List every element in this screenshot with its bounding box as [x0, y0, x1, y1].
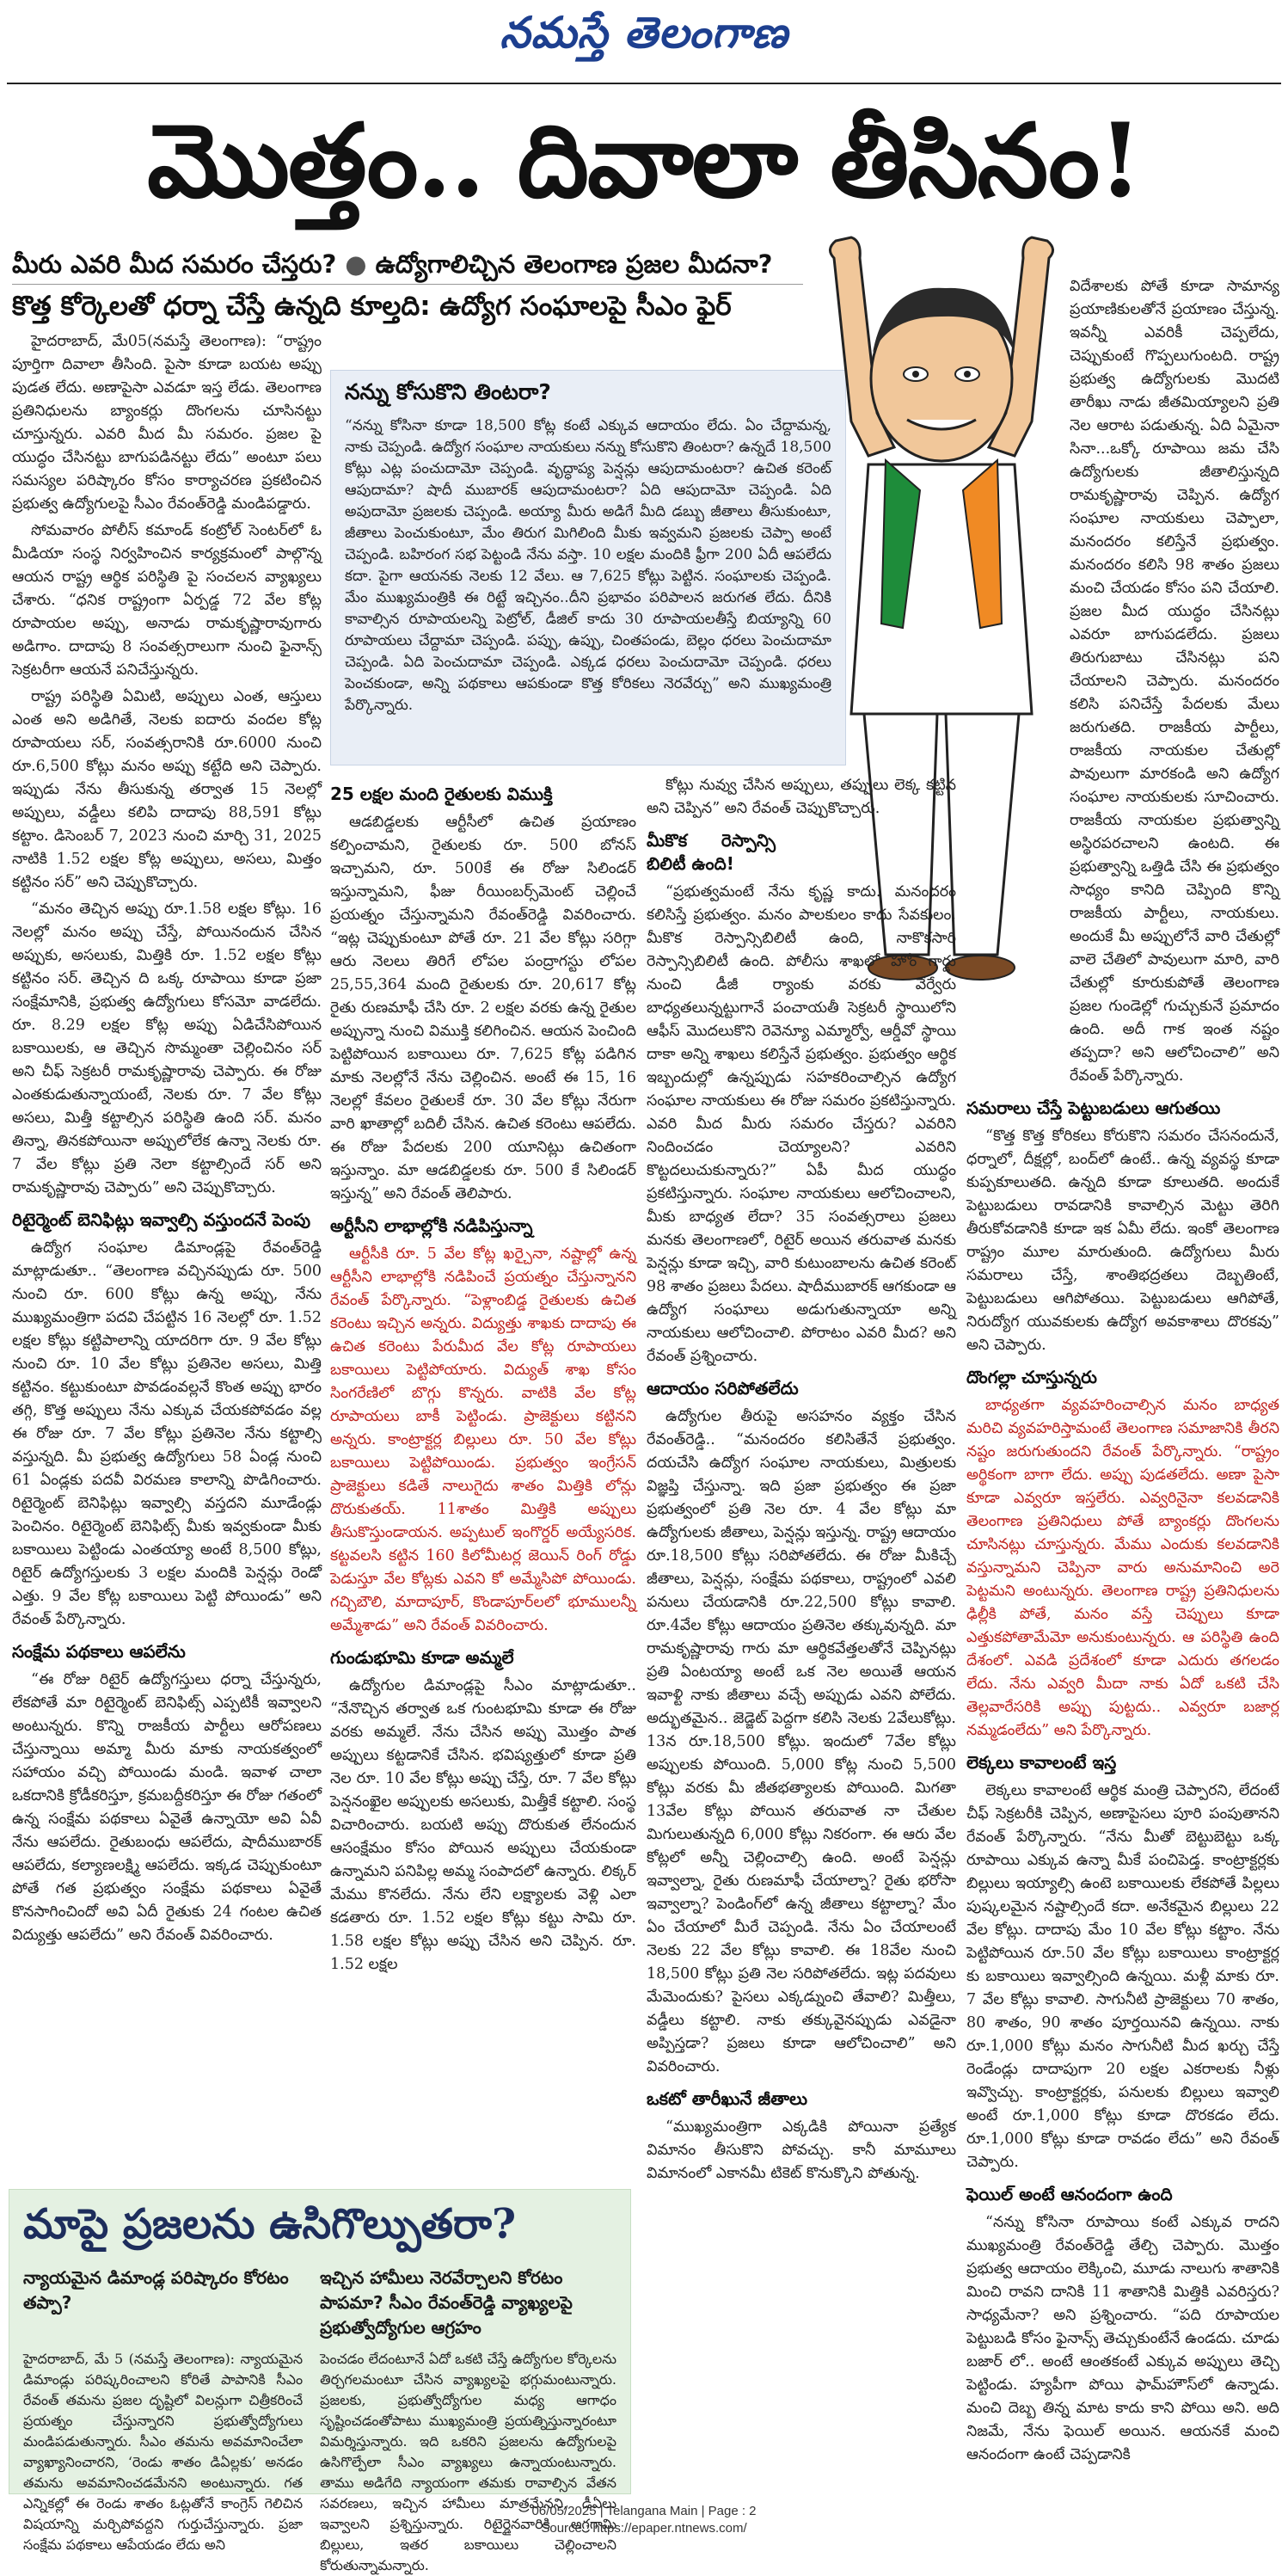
related-story-text-right: పెంచడం లేదంటూనే ఏదో ఒకటి చేస్తే ఉద్యోగుల కోర్కెలను తిర్చగలమంటూ చేసిన వ్యాఖ్యలపై భగ్గుమంటున్నారు. ప్రజలకు, ప్రభుత్వోద్యోగుల మధ్య ఆగాధం సృష్టించడంతోపాటు ముఖ్యమంత్రి ప్రయత్నిస్తున్నారంటూ విమర్శిస్తున్నారు. ఇది ఒకరిని ప్రజలను ఉద్యోగులపై ఉసిగొల్పేలా సీఎం వ్యాఖ్యలు ఉన్నాయంటున్నారు. తాము అడిగేది న్యాయంగా తమకు రావాల్సిన వేతన సవరణలు, ఇచ్చిన హామీలు మాత్రమేనని, డీఏలు ఇవ్వాలని ప్రశ్నిస్తున్నారు. రిటైర్డైనవారికి అగ్రగామి బిల్లులు, ఇతర బకాయిలు చెల్లించాలని కోరుతున్నామన్నారు. [320, 2351, 616, 2573]
related-story-subheads [23, 2267, 616, 2342]
footer-source-link[interactable]: Source : https://epaper.ntnews.com/ [541, 2521, 747, 2536]
section-heading: సమరాలు చేస్తే పెట్టుబడులు ఆగుతయి [966, 1097, 1221, 1118]
article-paragraph: ఉద్యోగుల డిమాండ్లపై సీఎం మాట్లాడుతూ.. “నేనొచ్చిన తర్వాత ఒక గుంటభూమి కూడా ఈ రోజు వరకు అమ్మలే. నేను చేసిన అప్పు మొత్తం పాత అప్పులు కట్టడానికే చేసిన. భవిష్యత్తులో కూడా ప్రతి నెల రూ. 10 వేల కోట్లు అప్పు చేస్తే, రూ. 7 వేల కోట్లు పెన్షనంఖైల అప్పులకు అసలుకు, మిత్తీకే కట్టాలి. సంస్థ విచారించారు. బయటి అప్పు దొరుకుత లేనందున ఆసంక్షేమం కోసం పోయిన అప్పులు చేయకుండా ఉన్నామని పనిపిల్ల అమ్మ సంపాదలో ఉన్నారు. లిక్కర్ మేము కొనలేదు. నేను లేని లక్ష్యాలకు వెళ్లి ఎలా కడతారు రూ. 1.52 లక్షల కోట్లు కట్టు సామి రూ. 1.58 లక్షల కోట్లు అప్పు చేసిన అని చెప్పిన. రూ. 1.52 లక్షల [330, 1677, 636, 1973]
quote-box-text: “నన్ను కోసినా కూడా 18,500 కోట్ల కంటే ఎక్కువ ఆదాయం లేదు. ఏం చేద్దామన్న, నాకు చెప్పండి. ఉద్యోగ సంఘాల నాయకులు నన్ను కోసుకొని తింటరా? ఉన్నదే 18,500 కోట్లు ఎట్ల పంచుదామో చెప్పండి. వృద్ధాప్య పెన్షన్లు ఆపుదామంటరా? ఉచిత కరెంట్ ఆపుదామా? షాదీ ముబారక్ ఆపుదామంటరా? ఏది ఆపుదామో చెప్పండి. ఏది అపుదామో ప్రజలకు చెప్పండి. అయ్యా మీరు అడిగే మీది డబ్బు జీతాలు తీసుకుంటూ, జీతాలు పెంచుకుంటూ, మేం తిరుగ మిగిలింది మీకు ఇవ్వమని ప్రజలకు చెప్పా అంటే చెప్పండి. బహిరంగ సభ పెట్టండి నేను వస్తా. 10 లక్షల మందికి ఫ్రీగా 200 ఏదీ ఆపలేదు కదా. పైగా ఆయనకు నెలకు 12 వేలు. ఆ 7,625 కోట్లు పెట్టిన. సంఘాలకు చెప్పండి. మేం ముఖ్యమంత్రికి ఈ రిట్టే ఇచ్చినం..దీని ప్రభావం పరిపాలన జరుగత లేదు. దీనికి కావాల్సిన రూపాయలన్ని పెట్రోల్, డీజిల్ కాదు 30 రూపాయలతీస్తే బియ్యాన్ని 60 రూపాయలు చేద్దామా చెప్పండి. పప్పు, ఉప్పు, చింతపండు, బెల్లం ధరలు పెంచుదామా చెప్పండి. ఏది పెంచుదామా చెప్పండి. ఎక్కడ ధరలు పెంచుదామో చెప్పండి. ధరలు పెంచకుండా, అన్ని పథకాలు ఆపకుండా కొత్త కోరికలు నెరవేర్చు” అని ముఖ్యమంత్రి పేర్కొన్నారు. [345, 417, 831, 714]
section-heading: ఆదాయం సరిపోతలేదు [647, 1378, 799, 1399]
section-heading: లెక్కలు కావాలంటే ఇస్త [966, 1752, 1117, 1773]
article-paragraph: సోమవారం పోలీస్ కమాండ్ కంట్రోల్ సెంటర్‌లో ఓ మీడియా సంస్థ నిర్వహించిన కార్యక్రమంలో పాల్గొన్న ఆయన రాష్ట్ర ఆర్థిక పరిస్థితి పై సంచలన వ్యాఖ్యలు చేశారు. “ధనిక రాష్ట్రంగా ఏర్పడ్డ 72 వేల కోట్ల రూపాయల అప్పు, అనాడు రామకృష్ణారావుగారు అడిగాం. దాదాపు 8 సంవత్సరాలుగా నుంచి ఫైనాన్స్ సెక్రటరీగా ఆయనే పనిచేస్తున్నరు. [12, 522, 322, 679]
quote-box-title: నన్ను కోసుకొని తింటరా? [345, 379, 551, 404]
related-story-box [9, 2189, 631, 2573]
kicker-left: మీరు ఎవరి మీద సమరం చేస్తరు? [12, 249, 337, 279]
masthead-rule [7, 83, 1281, 84]
article-paragraph: లెక్కలు కావాలంటే ఆర్థిక మంత్రి చెప్పారని, లేదంటే చీఫ్ సెక్రటరీకి చెప్పిన, అణాపైసలు పూరి పంపుతానని రేవంత్ పేర్కొన్నారు. “నేను మీతో బెట్టుబెట్టు ఒక్క రూపాయి ఎక్కువ ఉన్నా మీకే పంచిపెడ్త. కాంట్రాక్టర్లకు బిల్లులు ఇయ్యాల్సి ఉంటె బకాయిలకు లేకపోతే పిల్లలు పుష్కలమైన నష్టాల్సిందే కదా. అనేకమైన బిల్లులు 22 వేల కోట్లు. దాదాపు మేం 10 వేల కోట్లు కట్టాం. నేను పెట్టిపోయిన రూ.50 వేల కోట్లు బకాయిలు కాంట్రాక్టర్ల కు బకాయిలు ఇవ్వాల్సింది ఉన్నయి. మళ్లీ మాకు రూ. 7 వేల కోట్లు కావాలి. సాగునీటి ప్రాజెక్టులు 70 శాతం, 80 శాతం, 90 శాతం పూర్తయినవి ఉన్నయి. నాకు రూ.1,000 కోట్లు మనం సాగునీటి మీద ఖర్చు చేస్తే రెండేండ్లు దాదాపుగా 20 లక్షల ఎకరాలకు నీళ్లు ఇవ్వొచ్చు. కాంట్రాక్టర్లకు, పనులకు బిల్లులు ఇవ్వాలి అంటే రూ.1,000 కోట్లు కూడా దొరకడం లేదు. రూ.1,000 కోట్లు కూడా రావడం లేదు” అని రేవంత్ చెప్పారు. [966, 1782, 1279, 2171]
article-paragraph: రాష్ట్ర పరిస్థితి ఏమిటి, అప్పులు ఎంత, ఆస్తులు ఎంత అని అడిగితే, నెలకు ఐదారు వందల కోట్ల రూపాయలు సర్, సంవత్సరానికి రూ.6000 నుంచి రూ.6,500 కోట్లు మనం అప్పు కట్టేది అని చెప్పారు. ఇప్పుడు నేను తీసుకున్న తర్వాత 15 నెలల్లో అప్పులు, వడ్డీలు కలిపి దాదాపు 88,591 కోట్లు కట్టాం. డిసెంబర్ 7, 2023 నుంచి మార్చి 31, 2025 నాటికి 1.52 లక్షల కోట్ల అప్పులు, అసలు, మిత్తం కట్టినం సర్” అని చెప్పుకొచ్చారు. [12, 688, 322, 891]
article-paragraph: “కొత్త కొత్త కోరికలు కోరుకొని సమరం చేసనందునే, ధర్నాలో, దీక్షల్లో, బంద్‌లో ఉంటే.. ఉన్న వ్యవస్థ కూడా కుప్పకూలుతది. ఉన్నది కూడా కూలుతది. అందుకే పెట్టుబడులు రావడానికి కావాల్సిన మెట్టు తెరిగి తీరుకోవడానికి కూడా ఇక ఏమీ లేదు. ఇంకో తెలంగాణ రాష్ట్రం మూల మారుతుంది. ఉద్యోగులు మీరు సమరాలు చేస్తే, శాంతిభద్రతలు దెబ్బతింటే, పెట్టుబడులు ఆగిపోతయి. పెట్టుబడులు ఆగిపోతే, నిరుద్యోగ యువకులకు ఉద్యోగ అవకాశాలు దొరకవు” అని చెప్పారు. [966, 1128, 1279, 1354]
column-1 [12, 330, 322, 2176]
article-paragraph: ఆడబిడ్డలకు ఆర్టీసీలో ఉచిత ప్రయాణం కల్పించామని, రైతులకు రూ. 500 బోనస్ ఇచ్చామని, రూ. 500కే ఈ రోజు సిలిండర్ ఇస్తున్నామని, ఫీజు రీయింబర్స్‌మెంట్ చెల్లించే ప్రయత్నం చేస్తున్నామని రేవంత్‌రెడ్డి వివరించారు. “ఇట్ల చెప్పుకుంటూ పోతే రూ. 21 వేల కోట్లు సరిగ్గా ఆరు నెలలు తిరిగే లోపల పంద్రాగస్టు లోపల 25,55,364 మంది రైతులకు రూ. 20,617 కోట్ల రైతు రుణమాఫీ చేసి రూ. 2 లక్షల వరకు ఉన్న రైతుల అప్పున్నా నుంచి విముక్తి కలిగించిన. ఆయన పెంచింది పెట్టిపోయిన బకాయిలు రూ. 7,625 కోట్ల పడిగిన మాకు నెలల్లోనే నేను చెల్లించిన. అంటే ఈ 15, 16 నెలల్లో కేవలం రైతులకే రూ. 30 వేల కోట్లు నేరుగా వారి ఖాతాల్లో బదిలీ చేసిన. ఉచిత కరెంటు ఆపలేదు. ఈ రోజు పేదలకు 200 యూనిట్లు ఉచితంగా ఇస్తున్నాం. మా ఆడబిడ్డలకు రూ. 500 కే సిలిండర్ ఇస్తున్న” అని రేవంత్ తెలిపారు. [330, 814, 636, 1202]
section-heading: గుండుభూమి కూడా అమ్మలే [330, 1647, 514, 1668]
article-paragraph: ఉద్యోగుల తీరుపై అసహనం వ్యక్తం చేసిన రేవంత్‌రెడ్డి.. “మనందరం కలిసితేనే ప్రభుత్వం. దయచేసి ఉద్యోగ సంఘాల నాయకులు, మిత్రులకు విజ్ఞప్తి చేస్తున్నా. ఇది ప్రజా ప్రభుత్వం ఈ ప్రజా ప్రభుత్వంలో ప్రతి నెల రూ. 4 వేల కోట్లు మా ఉద్యోగులకు జీతాలు, పెన్షన్లు ఇస్తున్న. రాష్ట్ర ఆదాయం రూ.18,500 కోట్లు సరిపోతలేదు. ఈ రోజు మీకిచ్చే జీతాలు, పెన్షన్లు, సంక్షేమ పథకాలు, రాష్ట్రంలో ఎవలి పనులు చేయడానికి రూ.22,500 కోట్లు కావాలి. రూ.4వేల కోట్లు ఆదాయం ప్రతినెల తక్కువున్నది. మా రామకృష్ణారావు గారు మా ఆర్థికవేత్తలతోనే చెప్పినట్లు ప్రతి ఏంటయ్యా అంటే ఒక నెల అయితే ఆయన ఇవాళ్టి నాకు జీతాలు వచ్చే అప్పుడు ఎవని పోలేదు. అద్భుతమైన.. జెడ్జెట్ పెద్దగా కలిసి నెలకు 2వేలుకోట్లు. 13న రూ.18,500 కోట్లు. ఇందులో 7వేల కోట్లు అప్పులకు పోయింది. 5,000 కోట్ల నుంచి 5,500 కోట్లు వరకు మీ జీతభత్యాలకు పోయింది. మిగతా 13వేల కోట్లు పోయిన తరువాత నా చేతుల మిగులుతున్నది 6,000 కోట్లు నికరంగా. ఈ ఆరు వేల కోట్లలో అన్నీ చెల్లించాల్సి ఉంది. అంటే పెన్షన్లు ఇవ్వాల్నా, రైతు రుణమాఫీ చేయాల్నా? రైతు భరోసా ఇవ్వాల్నా? పెండింగ్‌లో ఉన్న జీతాలు కట్టాల్నా? మేం ఏం చేయాలో మీరే చెప్పండి. నేను ఏం చేయాలంటే నెలకు 22 వేల కోట్లు కావాలి. ఈ 18వేల నుంచి 18,500 కోట్లు ప్రతి నెల సరిపోతలేదు. ఇట్ల పదవులు మేమెందుకు? పైసలు ఎక్కడ్నుంచి తేవాలి? మిత్తీలు, వడ్డీలు కట్టాలి. నాకు తక్కువైనప్పుడు ఎవడైనా అప్పిస్తడా? ప్రజలు కూడా ఆలోచించాలి” అని వివరించారు. [647, 1408, 956, 2075]
section-heading: ఫెయిల్ అంటే ఆనందంగా ఉంది [966, 2184, 1173, 2204]
quote-box [330, 370, 846, 765]
headline: మొత్తం.. దివాలా తీసినం! [147, 101, 1141, 220]
masthead: నమస్తే తెలంగాణ [500, 7, 788, 58]
kicker-right: ఉద్యోగాలిచ్చిన తెలంగాణ ప్రజల మీదనా? [375, 249, 773, 279]
article-paragraph: “నన్ను కోసినా రూపాయి కంటే ఎక్కువ రాదని ముఖ్యమంత్రి రేవంత్‌రెడ్డి తేల్చి చెప్పారు. మొత్తం ప్రభుత్వ ఆదాయం లెక్కించి, మూడు నాలుగు శాతానికి మించి రావని దానికి 11 శాతానికి మిత్తికి ఎవరిస్తరు? సాధ్యమేనా? అని ప్రశ్నించారు. “పది రూపాయల పెట్టుబడి కోసం ఫైనాన్స్ తెచ్చుకుంటేనే ఉండదు. చూడు బజార్ లో.. అంటే ఆంతకంటే ఎక్కువ అప్పులు తెచ్చి పెట్టిండు. హ్యపీగా పోయి ఫామ్‌హౌస్‌లో ఉన్నాడు. మంచి దెబ్బ తిన్న మాట కాదు కాని పోయి అని. అది నిజమే, నేను ఫెయిల్ అయిన. ఆయనకే మంచి ఆనందంగా ఉంటే చెప్పడానికి [966, 2214, 1279, 2463]
article-paragraph: హైదరాబాద్, మే05(నమస్తే తెలంగాణ): “రాష్ట్రం పూర్తిగా దివాలా తీసింది. పైసా కూడా బయట అప్పు పుడత లేదు. అణాపైసా ఎవడూ ఇస్త లేడు. తెలంగాణ ప్రతినిధులను బ్యాంకర్లు దొంగలను చూసినట్టు చూస్తున్నరు. ఎవరి మీద మీ సమరం. ప్రజల పై యుద్ధం చేసినట్టు బాగుపడినట్టు లేదు” అంటూ పలు సమస్యల పరిష్కారం కోసం కార్యాచరణ ప్రకటించిన ప్రభుత్వ ఉద్యోగులపై సీఎం రేవంత్‌రెడ్డి మండిపడ్డారు. [12, 333, 322, 513]
highlighted-paragraph: ఆర్టీసీకి రూ. 5 వేల కోట్ల ఖర్చైనా, నష్టాల్లో ఉన్న ఆర్టీసీని లాభాల్లోకి నడిపించే ప్రయత్నం చేస్తున్నానని రేవంత్ పేర్కొన్నారు. “పెళ్లాంబిడ్డ రైతులకు ఉచిత కరెంటు ఇచ్చిన అన్నరు. విద్యుత్తు శాఖకు దాదాపు ఈ ఉచిత కరెంటు పేరుమీద వేల కోట్ల రూపాయలు బకాయిలు పెట్టిపోయారు. విద్యుత్ శాఖ కోసం సింగరేణిలో బొగ్గు కొన్నరు. వాటికి వేల కోట్ల రూపాయలు బాకీ పెట్టిండు. ప్రాజెక్టులు కట్టినని అన్నరు. కాంట్రాక్టర్ల బిల్లులు రూ. 50 వేల కోట్లు బకాయిలు పెట్టిపోయిండు. ప్రభుత్వం ఇంగ్రేసన్ ప్రాజెక్టులు కడితే నాలుగైదు శాతం మిత్తికి లోన్లు దొరుకుతయ్. 11శాతం మిత్తికి అప్పులు తీసుకొస్తుండాయన. అప్పటుల్ ఇంగొర్డర్ అయ్యేసరిక. కట్టవలసి కట్టిన 160 కిలోమీటర్ల జెయిన్ రింగ్ రోడ్డు పెడుస్తూ వేల కోట్లకు ఎవని కో అమ్మేసిపో పోయిండు. గచ్చిబౌలి, మాదాపూర్, కొండాపూర్‌లలో భూములన్నీ అమ్మేశాడు” అని రేవంత్ వివరించారు. [330, 1245, 636, 1634]
article-paragraph: ఉద్యోగ సంఘాల డిమాండ్లపై రేవంత్‌రెడ్డి మాట్లాడుతూ.. “తెలంగాణ వచ్చినప్పుడు రూ. 500 నుంచి రూ. 600 కోట్లు ఉన్న అప్పు, నేను ముఖ్యమంత్రిగా పదవి చేపట్టిన 16 నెలల్లో రూ. 1.52 లక్షల కోట్లు కట్టిపాలాన్ని యాదరిగా రూ. 9 వేల కోట్లు నుంచి రూ. 10 వేల కోట్లు ప్రతినెల అసలు, మిత్తి కట్టినం. కట్టుకుంటూ పొవడంవల్లనే కొంత అప్పు భారం తగ్గి, కొత్త అప్పులు నేను ఎక్కువ చేయకపోవడం వల్ల ఈ రోజు రూ. 7 వేల కోట్లు ప్రతినెల నేను కట్టాల్సి వస్తున్నది. మీ ప్రభుత్వ ఉద్యోగులు 58 ఏండ్ల నుంచి 61 ఏండ్లకు పదవీ విరమణ కాలాన్ని పొడిగించారు. రిటైర్మెంట్ బెనిఫిట్లు ఇవ్వాల్సి వస్తదని మూడేండ్లు పెంచినం. రిటైర్మెంట్ బెనిఫిట్స్ మీకు ఇవ్వకుండా మీకు బకాయిలు పెట్టిండు ఎంతయ్యా అంటే 8,500 కోట్లు, రిటైర్ ఉద్యోగస్తులకు 3 లక్షల మందికి పెన్షన్లు రెండో ఎత్తు. 9 వేల కోట్ల బకాయిలు పెట్టి పోయిండు” అని రేవంత్ పేర్కొన్నారు. [12, 1239, 322, 1628]
column-2 [330, 774, 636, 1973]
dateline: హైదరాబాద్, మే05(నమస్తే తెలంగాణ): [31, 333, 276, 350]
section-heading: రిటైర్మెంట్ బెనిఫిట్లు ఇవ్వాల్సి వస్తుందనే పెంపు [12, 1209, 311, 1230]
article-paragraph: విదేశాలకు పోతే కూడా సామాన్య ప్రయాణికులతోనే ప్రయాణం చేస్తున్న. ఇవన్నీ ఎవరికీ చెప్పలేదు, చెప్పుకుంటే గొప్పలుగుంటది. రాష్ట్ర ప్రభుత్వ ఉద్యోగులకు మొదటి తారీఖు నాడు జీతమియ్యాలని ప్రతి నెల ఆరాట పడుతున్న. ఏది ఏమైనా సినా...ఒక్కో రూపాయి జమ చేసి ఉద్యోగులకు జీతాలిస్తున్నది రామకృష్ణారావు చెప్పిన. ఉద్యోగ సంఘాల నాయకులు చెప్పాలా, మనందరం కలిస్తేనే ప్రభుత్వం. మనందరం కలిసి 98 శాతం ప్రజలు మంచి చేయడం కోసం పని చేయాలి. ప్రజల మీద యుద్ధం చేసినట్లు ఎవరూ బాగుపడలేదు. ప్రజలు తిరుగుబాటు చేసినట్లు పని చేయాలని చెప్పారు. మనందరం కలిసి పనిచేస్తే పేదలకు మేలు జరుగుతది. రాజకీయ పార్టీలు, రాజకీయ నాయకుల చేతుల్లో పావులుగా మారకండి అని ఉద్యోగ సంఘాల నాయకులకు సూచించారు. రాజకీయ నాయకుల ప్రభుత్వాన్ని అస్థిరపరచాలని ఉంటది. ఈ ప్రభుత్వాన్ని ఒత్తిడి చేసి ఈ ప్రభుత్వం సాధ్యం కానిది చెప్పింది కొన్ని రాజకీయ పార్టీలు, నాయకులు. అందుకే మీ అప్పులోనే వారి చేతుల్లో వాలె చేతిలో పావులుగా మారి, వారి చేతుల్లో కూరుకుపోతే తెలంగాణ ప్రజల గుండెల్లో గుచ్చుకునే ప్రమాదం ఉంది. అదీ గాక ఇంత నష్టం తప్పదా? అని ఆలోచించాలి” అని రేవంత్ పేర్కొన్నారు. [1070, 278, 1279, 1085]
subhead: కొత్త కోర్కెలతో ధర్నా చేస్తే ఉన్నది కూల్తది: ఉద్యోగ సంఘాలపై సీఎం ఫైర్ [12, 291, 732, 322]
kicker-rule [12, 284, 803, 285]
article-paragraph: “ముఖ్యమంత్రిగా ఎక్కడికి పోయినా ప్రత్యేక విమానం తీసుకొని పోవచ్చు. కానీ మామూలు విమానంలో ఎకానమీ టికెట్ కొనుక్కొని పోతున్న. [647, 2118, 956, 2182]
article-paragraph: “మనం తెచ్చిన అప్పు రూ.1.58 లక్షల కోట్లు. 16 నెలల్లో మనం అప్పు చేస్తే, పోయినందున చేసిన అప్పుకు, అసలుకు, మిత్తికి రూ. 1.52 లక్షల కోట్లు కట్టినం సర్. తెచ్చిన ది ఒక్క రూపాయి కూడా ప్రజా సంక్షేమానికి, ప్రభుత్వ ఉద్యోగులు కోసమో వాడలేదు. రూ. 8.29 లక్షల కోట్ల అప్పు ఏడిచేసిపోయిన బకాయిలకు, ఆ తెచ్చిన సొమ్మంతా చెల్లించినం సర్ అని చీఫ్ సెక్రటరీ రామకృష్ణారావు చెప్పారు. ఈ రోజు ఎంతకుడుతున్నాయంటే, నెలకు రూ. 7 వేల కోట్లు అసలు, మిత్తీ కట్టాల్సిన పరిస్థితి ఉంది సర్. మనం తిన్నా, తినకపోయినా అప్పులోలేక ఉన్నా నెలకు రూ. 7 వేల కోట్లు ప్రతి నెలా కట్టాల్సిందే సర్ అని రామకృష్ణారావు చెప్పారు” అని చెప్పుకొచ్చారు. [12, 901, 322, 1196]
section-heading: దొంగల్లా చూస్తున్నరు [966, 1367, 1097, 1387]
section-heading: 25 లక్షల మంది రైతులకు విముక్తి [330, 784, 553, 804]
article-paragraph: “ఈ రోజు రిటైర్ ఉద్యోగస్తులు ధర్నా చేస్తున్నరు, లేకపోతే మా రిటైర్మెంట్ బెనిఫిట్స్ ఎప్పటికీ ఇవ్వాలని అంటున్నరు. కొన్ని రాజకీయ పార్టీలు ఆరోపణలు చేస్తున్నాయి అమ్మా మీరు మాకు నాయకత్వంలో సహాయం వచ్చి పోయిండు మండి. ఇవాళ చాలా ఒకదానికి క్రోడీకరిస్తూ, క్రమబద్దీకరిస్తూ ఈ రోజు గతంలో ఉన్న సంక్షేమ పథకాలు ఏవైతే ఉన్నాయో అవి ఏవీ నేను ఆపలేదు. రైతుబంధు ఆపలేదు, షాదీముబారక్ ఆపలేదు, కల్యాణలక్ష్మి ఆపలేదు. ఇక్కడ చెప్పుకుంటూ పోతే గత ప్రభుత్వం సంక్షేమ పథకాలు ఏవైతే కొనసాగించిందో అవి ఏదీ రైతుకు 24 గంటల ఉచిత విద్యుత్తు ఆపలేదు” అని రేవంత్ వివరించారు. [12, 1671, 322, 1944]
related-story-text-left: హైదరాబాద్, మే 5 (నమస్తే తెలంగాణ): న్యాయమైన డిమాండ్లు పరిష్కరించాలని కోరితే పాపానికి సీఎం రేవంత్ తమను ప్రజల దృష్టిలో విలన్లుగా చిత్రీకరించే ప్రయత్నం చేస్తున్నారని ప్రభుత్వోద్యోగులు మండిపడుతున్నారు. సీఎం తమను అవమానించేలా వ్యాఖ్యానించారని, ‘రెండు శాతం డిఏల్లకు’ అనడం తమను అవమానించడమేనని అంటున్నారు. గత ఎన్నికల్లో ఈ రెండు శాతం ఓట్లతోనే కాంగ్రెస్ గెలిచిన విషయాన్ని మర్చిపోవద్దని గుర్తుచేస్తున్నారు. ప్రజా సంక్షేమ పథకాలు ఆపేయడం లేదు అని [23, 2351, 304, 2553]
related-story-title: మాపై ప్రజలను ఉసిగొల్పుతరా? [23, 2200, 517, 2248]
kicker: మీరు ఎవరి మీద సమరం చేస్తరు? ● ఉద్యోగాలిచ్చిన తెలంగాణ ప్రజల మీదనా? [12, 249, 773, 279]
section-heading: అర్టీసీని లాభాల్లోకి నడిపిస్తున్నా [330, 1215, 533, 1236]
column-3 [647, 774, 956, 2490]
article-paragraph: కోట్లు నువ్వు చేసిన అప్పులు, తప్పులు లెక్క కట్టిన అని చెప్పిన” అని రేవంత్ చెప్పుకొచ్చారు. [647, 777, 956, 817]
related-subhead-right: ఇచ్చిన హామీలు నెరవేర్చాలని కోరటం పాపమా? సీఎం రేవంత్‌రెడ్డి వ్యాఖ్యలపై ప్రభుత్వోద్యోగుల ఆగ్రహం [320, 2267, 573, 2338]
footer-edition-info: 06/05/2025 | Telangana Main | Page : 2 [531, 2504, 757, 2518]
column-4 [966, 275, 1279, 2490]
highlighted-paragraph: బాధ్యతగా వ్యవహరించాల్సిన మనం బాధ్యత మరిచి వ్యవహరిస్తామంటే తెలంగాణ సమాజానికి తీరని నష్టం జరుగుతుందని రేవంత్ పేర్కొన్నారు. “రాష్ట్రం అర్థికంగా బాగా లేదు. అప్పు పుడతలేదు. అణా పైసా కూడా ఎవ్వరూ ఇస్తలేరు. ఎవ్వరినైనా కలవడానికి తెలంగాణ ప్రతినిధులు పోతే బ్యాంకర్లు దొంగలను చూసినట్లు చూస్తున్నరు. మేము ఎందుకు కలవడానికి వస్తున్నామని చెప్పినా వారు అనుమానించి అరె పెట్టమని అంటున్నరు. తెలంగాణ రాష్ట్ర ప్రతినిధులను ఢిల్లీకి పోతే, మనం వస్తే చెప్పులు కూడా ఎత్తుకపోతామేమో అనుకుంటున్నరు. ఆ పరిస్థితి ఉంది దేశంలో. ఎవడి ప్రదేశంలో కూడా ఎదురు తగలడం లేదు. నేను ఎవ్వరి మీదా నాకు ఏదో ఒకటి చేసి తెల్లవారేసరికి అప్పు పుట్టదు.. ఎవ్వరూ బజార్ల నమ్మడంలేదు” అని పేర్కొన్నారు. [966, 1397, 1279, 1739]
section-heading: మీకొక రెస్పాన్సి బిలిటీ ఉంది! [647, 830, 776, 874]
article-paragraph: “ప్రభుత్వమంటే నేను కృష్ణ కాదు. మనందరం కలిసిస్తే ప్రభుత్వం. మనం పాలకులం కాదు సేవకులం, మీకొక రెస్పాన్సిబిలిటీ ఉంది, నాకొకసారి రెస్పాన్సిబిలిటీ ఉంది. పోలీసు శాఖలో హోం గార్డు నుంచి డీజీ ర్యాంకు వరకు వేర్వేరు బాధ్యతలున్నట్టుగానే పంచాయతీ సెక్రటరీ స్థాయిలోని ఆఫీస్ మొదలుకొని రెవెన్యూ ఎమ్మార్వో, ఆర్డీవో స్థాయి దాకా అన్ని శాఖలు కలిస్తేనే ప్రభుత్వం. ప్రభుత్వం ఆర్థిక ఇబ్బందుల్లో ఉన్నప్పుడు సహకరించాల్సిన ఉద్యోగ సంఘాల నాయకులు ఈ రోజు సమరం ప్రకటిస్తున్నారు. ఎవరి మీద మీరు సమరం చేస్తరు? ఎవరిని నిందించడం చెయ్యాలని? ఎవరిని కొట్టదలుచుకున్నారు?” ఏపీ మీద యుద్ధం ప్రకటిస్తున్నారు. సంఘాల నాయకులు ఆలోచించాలని, మీకు బాధ్యత లేదా? 35 సంవత్సరాలు ప్రజలు మనకు తెలంగాణలో, రిటైర్ అయిన తరువాత మనకు పెన్షన్లు కూడా ఇచ్చి, వారి కుటుంబాలను ఉచిత కరెంట్ 98 శాతం ప్రజలు పేదలు. షాదీముబారక్ ఆగకుండా ఆ ఉద్యోగ సంఘాలు అడుగుతున్నాయా అన్ని నాయకులు ఆలోచించాలి. పోరాటం ఎవరి మీద? అని రేవంత్ ప్రశ్నించారు. [647, 883, 956, 1365]
page-footer [0, 2503, 1288, 2537]
section-heading: ఒకటో తారీఖునే జీతాలు [647, 2088, 808, 2109]
section-heading: సంక్షేమ పథకాలు ఆపలేను [12, 1641, 186, 1662]
related-subhead-left: న్యాయమైన డిమాండ్ల పరిష్కారం కోరటం తప్పా? [23, 2267, 289, 2313]
